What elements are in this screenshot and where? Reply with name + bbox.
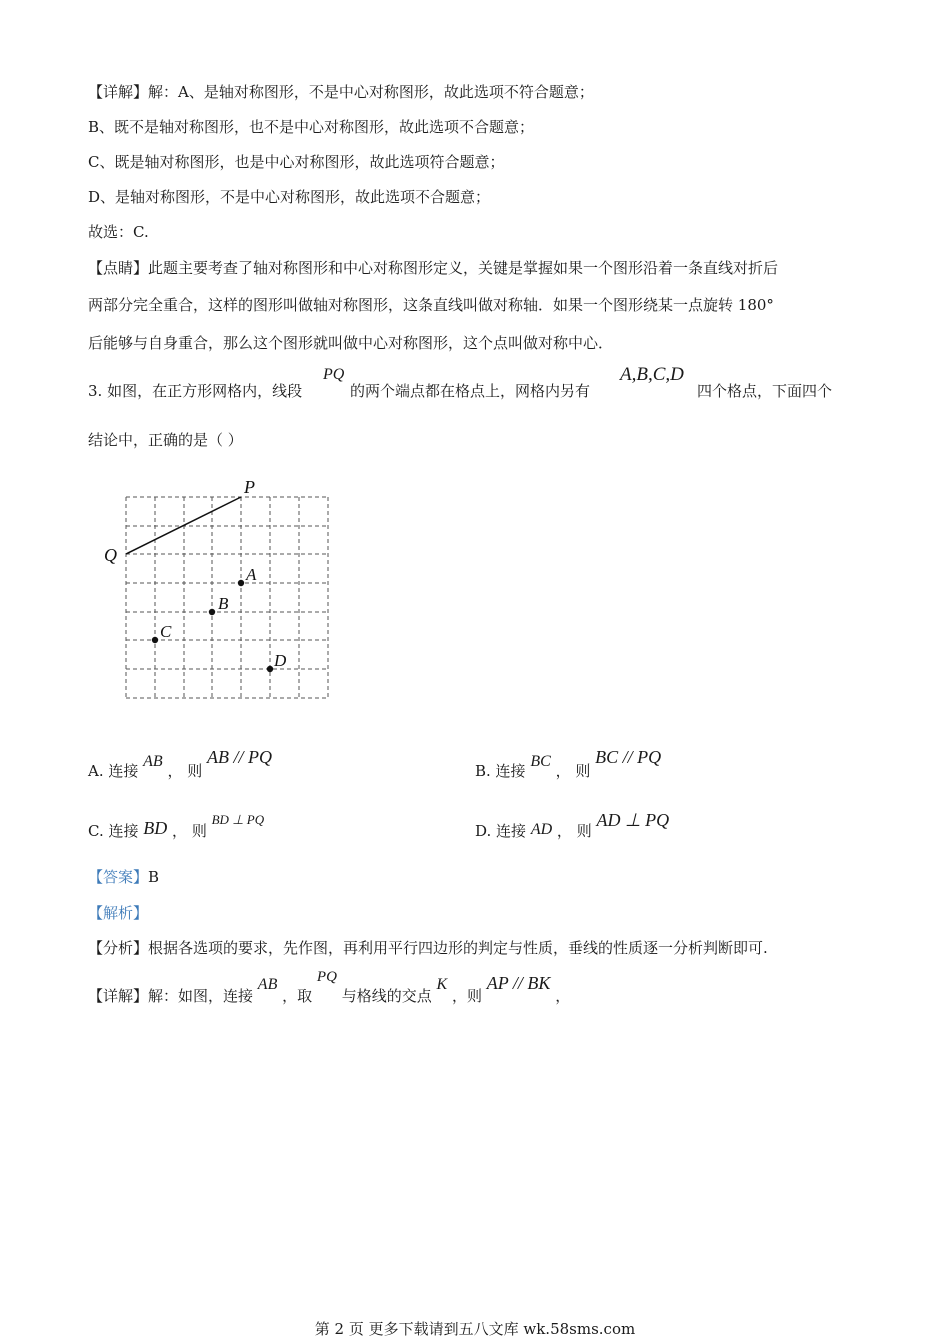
detail-c: 与格线的交点	[341, 987, 432, 1005]
label-c: C	[160, 622, 172, 641]
option-d-claim: AD ⊥ PQ	[596, 810, 670, 830]
label-q: Q	[104, 545, 117, 565]
option-b-claim: BC // PQ	[595, 747, 662, 767]
solution-line-1: 【详解】解：A、是轴对称图形，不是中心对称图形，故此选项不符合题意；	[88, 83, 594, 101]
point-a	[238, 580, 244, 586]
solution-line-2: B、既不是轴对称图形，也不是中心对称图形，故此选项不合题意；	[88, 118, 535, 136]
page-footer: 第 2 页 更多下载请到五八文库 wk.58sms.com	[314, 1320, 636, 1338]
segment-pq	[126, 497, 241, 554]
analysis-label: 【解析】	[88, 904, 149, 922]
option-d-sep: ， 则	[556, 822, 592, 840]
option-a-prefix: A. 连接	[88, 762, 139, 780]
option-b-seg: BC	[530, 753, 551, 770]
question-3-points: A,B,C,D	[620, 364, 684, 385]
analysis-text: 【分析】根据各选项的要求，先作图，再利用平行四边形的判定与性质，垂线的性质逐一分析判断即可.	[88, 939, 768, 957]
detail-b: ，取	[282, 987, 313, 1005]
option-c-seg: BD	[143, 818, 168, 838]
detail-seg-pq: PQ	[316, 969, 337, 985]
detail-claim: AP // BK	[486, 973, 551, 993]
solution-line-4: D、是轴对称图形，不是中心对称图形，故此选项不合题意；	[88, 188, 491, 206]
option-a-sep: ， 则	[167, 762, 203, 780]
label-p: P	[244, 477, 255, 497]
option-b[interactable]	[475, 747, 662, 781]
point-c	[152, 637, 158, 643]
point-b	[209, 609, 215, 615]
question-3-stem-a: 3. 如图，在正方形网格内，线段	[88, 382, 303, 400]
option-c-sep: ， 则	[172, 822, 207, 840]
label-a: A	[246, 565, 257, 584]
solution-conclusion: 故选：C.	[88, 223, 149, 241]
point-d	[267, 666, 273, 672]
option-c-prefix: C. 连接	[88, 822, 139, 840]
answer-label: 【答案】	[88, 868, 149, 886]
option-d-seg: AD	[530, 821, 553, 838]
detail-e: ，	[555, 987, 571, 1005]
comment-line-2: 两部分完全重合，这样的图形叫做轴对称图形，这条直线叫做对称轴．如果一个图形绕某一点旋转 180°	[88, 296, 774, 314]
question-3-seg: PQ	[323, 366, 345, 383]
option-b-sep: ， 则	[555, 762, 591, 780]
option-b-prefix: B. 连接	[475, 762, 526, 780]
comment-line-1: 【点睛】此题主要考查了轴对称图形和中心对称图形定义，关键是掌握如果一个图形沿着一条直线对折后	[88, 259, 779, 277]
solution-line-3: C、既是轴对称图形，也是中心对称图形，故此选项符合题意；	[88, 153, 505, 171]
answer-line	[88, 867, 159, 887]
dashed-grid	[126, 497, 328, 698]
option-d[interactable]	[475, 810, 670, 841]
option-c-claim: BD ⊥ PQ	[211, 812, 265, 827]
detail-point-k: K	[436, 976, 448, 993]
detail-a: 【详解】解：如图，连接	[88, 987, 254, 1005]
detail-d: ，则	[451, 987, 482, 1005]
label-b: B	[218, 594, 229, 613]
option-a-claim: AB // PQ	[207, 747, 273, 767]
option-c[interactable]	[88, 812, 265, 841]
option-a[interactable]	[88, 747, 273, 781]
option-a-seg: AB	[143, 753, 163, 770]
label-d: D	[274, 651, 287, 670]
question-3-stem-line2: 结论中，正确的是（ ）	[88, 431, 243, 449]
detail-seg-ab: AB	[257, 976, 278, 993]
option-d-prefix: D. 连接	[475, 822, 527, 840]
question-3-stem-c: 四个格点，下面四个	[697, 382, 833, 400]
detail-line	[88, 969, 571, 1006]
comment-line-3: 后能够与自身重合，那么这个图形就叫做中心对称图形，这个点叫做对称中心．	[88, 334, 614, 352]
answer-value: B	[148, 868, 160, 886]
question-3-stem-b: 的两个端点都在格点上，网格内另有	[350, 382, 591, 400]
